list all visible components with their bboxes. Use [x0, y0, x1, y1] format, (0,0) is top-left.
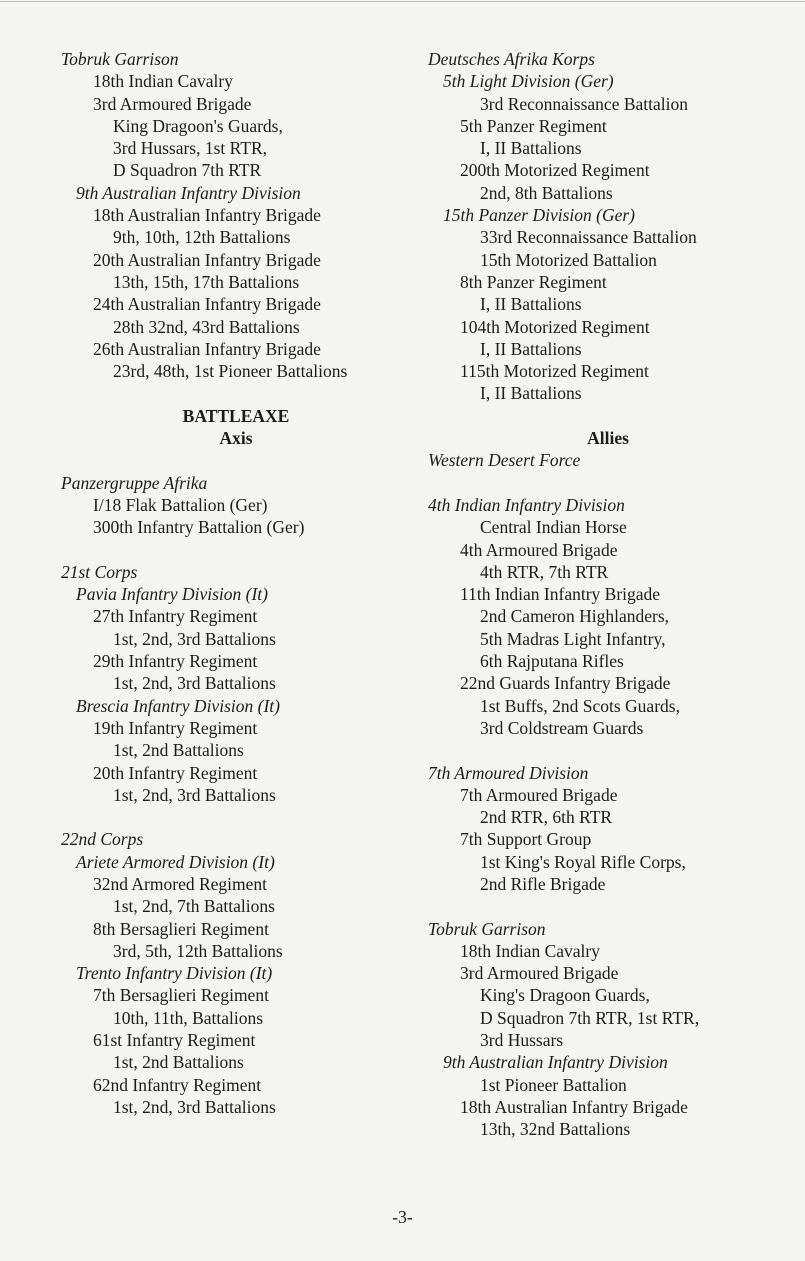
unit-entry: 4th RTR, 7th RTR [480, 561, 609, 582]
unit-entry: 20th Infantry Regiment [93, 762, 258, 783]
unit-entry: 18th Australian Infantry Brigade [93, 205, 321, 226]
unit-entry: 7th Support Group [460, 829, 592, 850]
unit-entry: 115th Motorized Regiment [460, 361, 649, 382]
unit-entry: I, II Battalions [480, 138, 582, 159]
unit-entry: 3rd, 5th, 12th Battalions [113, 940, 283, 961]
unit-entry: 5th Panzer Regiment [460, 115, 607, 136]
unit-entry: 4th Armoured Brigade [460, 539, 618, 560]
unit-entry: 13th, 15th, 17th Battalions [113, 271, 300, 292]
unit-heading: 7th Armoured Division [428, 762, 589, 783]
unit-entry: 61st Infantry Regiment [93, 1030, 256, 1051]
unit-heading: Western Desert Force [428, 450, 581, 471]
unit-entry: 2nd Cameron Highlanders, [480, 606, 670, 627]
unit-entry: 2nd RTR, 6th RTR [480, 807, 613, 828]
unit-entry: 2nd, 8th Battalions [480, 182, 613, 203]
unit-entry: 8th Panzer Regiment [460, 271, 607, 292]
unit-entry: 7th Armoured Brigade [460, 784, 618, 805]
unit-entry: 3rd Hussars, 1st RTR, [113, 138, 268, 159]
unit-entry: 11th Indian Infantry Brigade [460, 584, 661, 605]
blank-line [61, 806, 411, 828]
unit-entry: 3rd Reconnaissance Battalion [480, 93, 688, 114]
unit-entry: 23rd, 48th, 1st Pioneer Battalions [113, 361, 348, 382]
unit-entry: 13th, 32nd Battalions [480, 1119, 631, 1140]
unit-heading: Trento Infantry Division (It) [76, 963, 273, 984]
blank-line [61, 449, 411, 471]
section-heading-battleaxe: BATTLEAXE [182, 405, 290, 426]
unit-entry: 28th 32nd, 43rd Battalions [113, 316, 300, 337]
unit-entry: 3rd Armoured Brigade [460, 963, 619, 984]
unit-entry: I, II Battalions [480, 294, 582, 315]
unit-heading: 15th Panzer Division (Ger) [443, 205, 635, 226]
blank-line [428, 405, 788, 427]
unit-heading: 22nd Corps [61, 829, 144, 850]
unit-entry: 104th Motorized Regiment [460, 316, 650, 337]
unit-entry: 200th Motorized Regiment [460, 160, 650, 181]
unit-heading: 9th Australian Infantry Division [443, 1052, 668, 1073]
unit-entry: 5th Madras Light Infantry, [480, 628, 666, 649]
unit-entry: 1st Buffs, 2nd Scots Guards, [480, 695, 680, 716]
blank-line [61, 539, 411, 561]
unit-entry: 1st, 2nd, 3rd Battalions [113, 1096, 276, 1117]
unit-entry: 1st Pioneer Battalion [480, 1074, 627, 1095]
unit-heading: Brescia Infantry Division (It) [76, 695, 280, 716]
page-number: -3- [392, 1207, 413, 1227]
unit-heading: Ariete Armored Division (It) [76, 851, 275, 872]
unit-entry: 1st, 2nd, 3rd Battalions [113, 784, 276, 805]
unit-heading: Tobruk Garrison [428, 918, 546, 939]
unit-entry: 33rd Reconnaissance Battalion [480, 227, 697, 248]
section-heading-allies: Allies [587, 428, 629, 449]
unit-heading: Deutsches Afrika Korps [428, 49, 595, 69]
unit-entry: D Squadron 7th RTR [113, 160, 262, 181]
unit-entry: I/18 Flak Battalion (Ger) [93, 494, 268, 515]
blank-line [61, 382, 411, 404]
unit-heading: 4th Indian Infantry Division [428, 494, 625, 515]
unit-heading: Tobruk Garrison [61, 49, 179, 69]
unit-entry: 300th Infantry Battalion (Ger) [93, 517, 305, 538]
unit-entry: 1st King's Royal Rifle Corps, [480, 851, 686, 872]
unit-entry: 10th, 11th, Battalions [113, 1007, 264, 1028]
unit-entry: 3rd Hussars [480, 1030, 564, 1051]
blank-line [428, 739, 788, 761]
unit-entry: 19th Infantry Regiment [93, 717, 258, 738]
unit-heading: Panzergruppe Afrika [61, 472, 208, 493]
unit-entry: 6th Rajputana Rifles [480, 651, 624, 672]
unit-entry: 8th Bersaglieri Regiment [93, 918, 269, 939]
unit-entry: 1st, 2nd, 7th Battalions [113, 896, 275, 917]
unit-entry: 1st, 2nd Battalions [113, 740, 244, 761]
blank-line [428, 472, 788, 494]
unit-entry: Central Indian Horse [480, 517, 627, 538]
unit-entry: 15th Motorized Battalion [480, 249, 657, 270]
unit-heading: 21st Corps [61, 561, 138, 582]
unit-entry: 3rd Coldstream Guards [480, 717, 644, 738]
right-column [428, 48, 788, 1141]
unit-entry: 26th Australian Infantry Brigade [93, 338, 321, 359]
unit-entry: 24th Australian Infantry Brigade [93, 294, 321, 315]
unit-entry: 1st, 2nd, 3rd Battalions [113, 673, 276, 694]
unit-entry: 9th, 10th, 12th Battalions [113, 227, 291, 248]
unit-entry: 18th Indian Cavalry [93, 71, 233, 92]
unit-entry: I, II Battalions [480, 338, 582, 359]
unit-entry: 32nd Armored Regiment [93, 873, 268, 894]
unit-heading: Pavia Infantry Division (It) [76, 584, 268, 605]
unit-heading: 9th Australian Infantry Division [76, 182, 301, 203]
unit-entry: 2nd Rifle Brigade [480, 873, 606, 894]
unit-entry: King's Dragoon Guards, [480, 985, 650, 1006]
unit-entry: 18th Australian Infantry Brigade [460, 1096, 688, 1117]
section-heading-axis: Axis [219, 428, 253, 449]
unit-heading: 5th Light Division (Ger) [443, 71, 614, 92]
top-border-line [0, 1, 805, 2]
unit-entry: 3rd Armoured Brigade [93, 93, 252, 114]
unit-entry: 18th Indian Cavalry [460, 940, 600, 961]
blank-line [428, 895, 788, 917]
unit-entry: D Squadron 7th RTR, 1st RTR, [480, 1007, 700, 1028]
left-column [61, 48, 411, 1118]
unit-entry: 29th Infantry Regiment [93, 651, 258, 672]
unit-entry: 22nd Guards Infantry Brigade [460, 673, 671, 694]
unit-entry: 62nd Infantry Regiment [93, 1074, 262, 1095]
unit-entry: King Dragoon's Guards, [113, 115, 283, 136]
unit-entry: 20th Australian Infantry Brigade [93, 249, 321, 270]
unit-entry: 7th Bersaglieri Regiment [93, 985, 269, 1006]
unit-entry: 1st, 2nd, 3rd Battalions [113, 628, 276, 649]
unit-entry: 27th Infantry Regiment [93, 606, 258, 627]
unit-entry: 1st, 2nd Battalions [113, 1052, 244, 1073]
unit-entry: I, II Battalions [480, 383, 582, 404]
